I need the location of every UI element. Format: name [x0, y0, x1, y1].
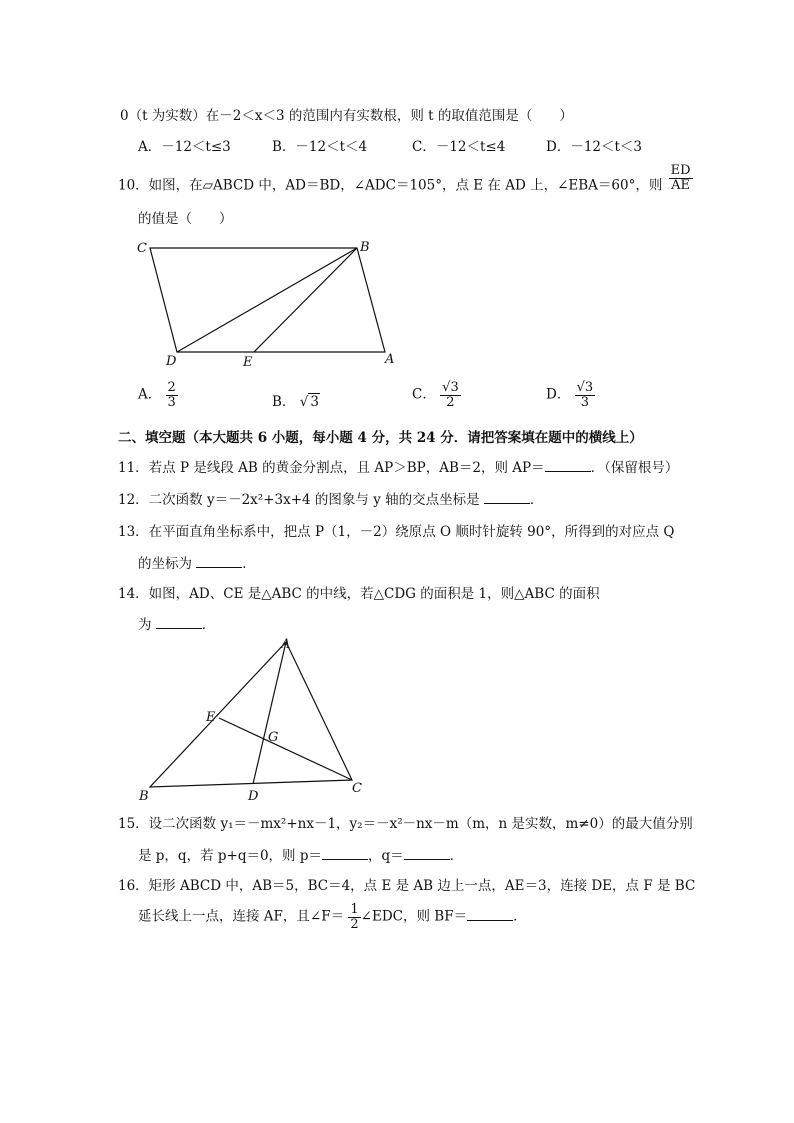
q10-option-a: [138, 381, 178, 409]
label-c: C: [137, 241, 147, 256]
q16-line1: 16．矩形 ABCD 中，AB＝5，BC＝4，点 E 是 AB 边上一点，AE＝3，连接 DE，点 F 是 BC: [118, 878, 696, 894]
label-b: B: [139, 789, 149, 804]
q9-option-a: A．－12＜t≤3: [138, 139, 231, 155]
q15-p-blank[interactable]: [322, 847, 368, 860]
frac-num: 1: [350, 902, 359, 917]
q10-option-b-letter: B．: [272, 394, 296, 410]
sqrt-symbol: √ 3: [299, 394, 319, 410]
q10-option-d-letter: D．: [546, 386, 571, 403]
q15-line2: [138, 844, 463, 864]
q9-option-b: B．－12＜t＜4: [272, 139, 368, 155]
q10-option-d: [546, 381, 595, 409]
q16-line2: [138, 903, 527, 931]
q10-option-a-letter: A．: [138, 386, 162, 403]
q11-answer-blank[interactable]: [545, 459, 591, 472]
q11-tail: ．（保留根号）: [590, 460, 679, 476]
q12-tail: ．: [529, 492, 544, 508]
q15-q-blank[interactable]: [404, 847, 450, 860]
q16-answer-blank[interactable]: [467, 908, 513, 921]
q10-parallelogram-figure: [130, 235, 410, 375]
frac-den: 3: [167, 394, 176, 410]
q13-answer-blank[interactable]: [196, 555, 242, 568]
q16-tail: ．: [513, 908, 527, 925]
label-e: E: [206, 710, 216, 725]
q14-answer-blank[interactable]: [156, 616, 202, 629]
frac-den: 3: [580, 394, 590, 410]
q13-line1: 13．在平面直角坐标系中，把点 P（1，－2）绕原点 O 顺时针旋转 90°，所得到的对应点 Q: [118, 524, 675, 540]
q10-line1: [118, 163, 693, 200]
q10-option-b: [272, 390, 320, 410]
q14-line1: 14．如图，AD、CE 是△ABC 的中线，若△CDG 的面积是 1，则△ABC 的面积: [118, 586, 600, 602]
q15-tail: ．: [449, 848, 464, 864]
q12: [118, 488, 543, 508]
q16-fraction: [348, 903, 360, 931]
radicand: 3: [450, 380, 459, 395]
frac-num: √3: [576, 380, 594, 395]
label-e: E: [243, 355, 253, 370]
q10-frac-num: ED: [670, 163, 691, 178]
label-a: A: [281, 637, 291, 652]
q13-text: 的坐标为: [138, 556, 197, 572]
q12-text: 12．二次函数 y＝－2x²+3x+4 的图象与 y 轴的交点坐标是: [118, 492, 484, 508]
frac-num: √3: [442, 380, 459, 395]
section-2-heading: 二、填空题（本大题共 6 小题，每小题 4 分，共 24 分．请把答案填在题中的横线上）: [118, 430, 643, 446]
q9-option-c: C．－12＜t≤4: [412, 139, 506, 155]
radicand: 3: [310, 394, 319, 410]
label-c: C: [352, 781, 362, 796]
q15-text-b: ，q＝: [367, 848, 404, 864]
q14-text: 为: [138, 617, 156, 633]
q10-option-c-letter: C．: [412, 386, 436, 403]
label-g: G: [268, 730, 279, 745]
q12-answer-blank[interactable]: [484, 491, 530, 504]
q16-text-b: ∠EDC，则 BF＝: [360, 908, 468, 925]
q13-tail: ．: [242, 556, 256, 572]
label-d: D: [166, 354, 177, 369]
q13-line2: [138, 552, 256, 572]
q10-option-c-fraction: [440, 381, 461, 409]
q10-option-c: [412, 381, 461, 409]
q14-tail: ．: [201, 617, 216, 633]
frac-den: 2: [350, 916, 359, 932]
q10-fraction: [669, 164, 693, 192]
radicand: 3: [584, 380, 594, 395]
q10-option-d-fraction: [575, 381, 596, 409]
q15-text-a: 是 p，q，若 p+q＝0，则 p＝: [138, 848, 322, 864]
frac-num: 2: [167, 380, 176, 395]
q15-line1: 15．设二次函数 y₁＝－mx²+nx－1，y₂＝－x²－nx－m（m，n 是实数，m≠0）的最大值分别: [118, 816, 693, 832]
q16-text-a: 延长线上一点，连接 AF，且∠F＝: [138, 908, 345, 925]
q9-option-d: D．－12＜t＜3: [546, 139, 643, 155]
segment-be: [254, 248, 357, 352]
label-d: D: [248, 789, 259, 804]
label-a: A: [385, 352, 395, 367]
q11: [118, 456, 678, 476]
q9-line: 0（t 为实数）在－2＜x＜3 的范围内有实数根，则 t 的取值范围是（ ）: [120, 108, 573, 124]
frac-den: 2: [446, 394, 455, 410]
segment-bd: [177, 248, 357, 352]
median-ce: [219, 718, 352, 780]
q11-text: 11．若点 P 是线段 AB 的黄金分割点，且 AP＞BP，AB＝2，则 AP＝: [118, 460, 545, 476]
q14-triangle-figure: [130, 632, 370, 807]
q14-line2: [138, 613, 215, 633]
q10-line2: 的值是（ ）: [138, 211, 233, 227]
q10-option-a-fraction: [166, 381, 178, 409]
label-b: B: [360, 240, 370, 255]
q10-text: 10．如图，在▱ABCD 中，AD＝BD，∠ADC＝105°，点 E 在 AD 上，∠EBA＝60°，则: [118, 177, 663, 194]
q10-frac-den: AE: [671, 177, 691, 193]
median-ad: [253, 642, 286, 784]
